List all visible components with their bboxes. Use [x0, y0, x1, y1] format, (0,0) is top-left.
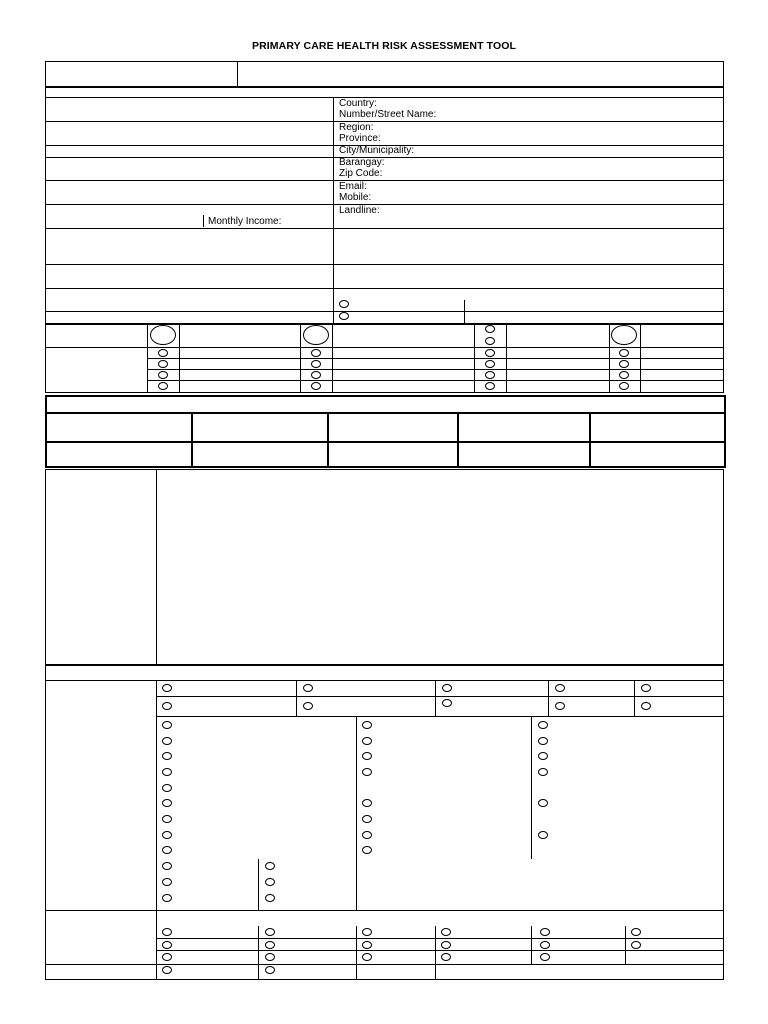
radio-option[interactable] — [162, 831, 172, 839]
radio-option[interactable] — [158, 349, 168, 357]
radio-option-large[interactable] — [303, 325, 329, 345]
radio-option[interactable] — [362, 941, 372, 949]
checklist-block — [45, 665, 724, 980]
street-label: Number/Street Name: — [339, 109, 437, 120]
radio-option[interactable] — [311, 382, 321, 390]
region-label: Region: — [339, 122, 374, 133]
radio-option[interactable] — [162, 878, 172, 886]
radio-option[interactable] — [538, 799, 548, 807]
column-line — [531, 926, 532, 964]
row-line — [147, 380, 724, 381]
header-divider — [237, 61, 238, 87]
column-line — [327, 412, 329, 468]
radio-option[interactable] — [362, 928, 372, 936]
email-label: Email: — [339, 181, 367, 192]
radio-option[interactable] — [162, 894, 172, 902]
column-line — [258, 926, 259, 980]
radio-option[interactable] — [362, 815, 372, 823]
radio-option[interactable] — [162, 684, 172, 692]
radio-option[interactable] — [162, 784, 172, 792]
row-line — [45, 204, 724, 205]
radio-option[interactable] — [158, 360, 168, 368]
radio-option[interactable] — [311, 349, 321, 357]
column-line — [457, 412, 459, 468]
column-line — [634, 680, 635, 716]
radio-option[interactable] — [641, 684, 651, 692]
radio-option[interactable] — [162, 799, 172, 807]
radio-option[interactable] — [485, 382, 495, 390]
radio-option[interactable] — [362, 953, 372, 961]
radio-option[interactable] — [265, 878, 275, 886]
radio-option[interactable] — [540, 941, 550, 949]
radio-option[interactable] — [303, 684, 313, 692]
zip-label: Zip Code: — [339, 168, 383, 179]
radio-option-large[interactable] — [150, 325, 176, 345]
radio-option[interactable] — [162, 721, 172, 729]
radio-option[interactable] — [162, 768, 172, 776]
radio-option[interactable] — [162, 702, 172, 710]
column-line — [332, 324, 333, 393]
radio-option[interactable] — [538, 831, 548, 839]
radio-option[interactable] — [339, 312, 349, 320]
row-line — [156, 938, 724, 939]
column-line — [296, 680, 297, 716]
column-line — [356, 926, 357, 980]
radio-option[interactable] — [441, 953, 451, 961]
row-line — [45, 97, 724, 98]
radio-option[interactable] — [619, 371, 629, 379]
column-line — [548, 680, 549, 716]
radio-option[interactable] — [538, 737, 548, 745]
radio-option[interactable] — [619, 382, 629, 390]
radio-option[interactable] — [158, 382, 168, 390]
barangay-label: Barangay: — [339, 157, 385, 168]
row-line — [147, 369, 724, 370]
radio-option[interactable] — [442, 699, 452, 707]
column-divider — [464, 300, 465, 323]
column-line — [156, 680, 157, 980]
radio-option[interactable] — [158, 371, 168, 379]
monthly-income-label: Monthly Income: — [208, 216, 282, 227]
column-line — [474, 324, 475, 393]
row-line — [45, 121, 724, 122]
row-line — [156, 716, 724, 717]
radio-option[interactable] — [485, 360, 495, 368]
row-line — [147, 358, 724, 359]
radio-option[interactable] — [162, 846, 172, 854]
radio-option[interactable] — [485, 325, 495, 333]
radio-option[interactable] — [362, 721, 372, 729]
radio-option[interactable] — [265, 862, 275, 870]
column-line — [589, 412, 591, 468]
column-line — [609, 324, 610, 393]
radio-option[interactable] — [265, 953, 275, 961]
radio-option[interactable] — [339, 300, 349, 308]
radio-option[interactable] — [555, 684, 565, 692]
radio-option[interactable] — [265, 966, 275, 974]
radio-option[interactable] — [538, 721, 548, 729]
radio-option[interactable] — [485, 371, 495, 379]
column-line — [625, 926, 626, 964]
radio-option[interactable] — [619, 360, 629, 368]
radio-option[interactable] — [311, 360, 321, 368]
radio-option[interactable] — [162, 941, 172, 949]
header-name-row — [45, 61, 724, 87]
column-line — [258, 859, 259, 910]
column-line — [435, 926, 436, 980]
vitals-table — [45, 395, 726, 468]
radio-option[interactable] — [631, 941, 641, 949]
row-line — [45, 910, 724, 911]
radio-option[interactable] — [162, 737, 172, 745]
column-divider — [333, 97, 334, 324]
row-line — [45, 288, 724, 289]
radio-option[interactable] — [619, 349, 629, 357]
column-line — [640, 324, 641, 393]
row-line — [45, 412, 726, 414]
column-line — [435, 680, 436, 716]
radio-option[interactable] — [362, 752, 372, 760]
column-line — [191, 412, 193, 468]
radio-option[interactable] — [362, 846, 372, 854]
radio-option-large[interactable] — [611, 325, 637, 345]
row-line — [45, 180, 724, 181]
radio-option[interactable] — [540, 928, 550, 936]
column-line — [356, 716, 357, 910]
radio-option[interactable] — [362, 831, 372, 839]
row-line — [156, 950, 724, 951]
radio-option[interactable] — [265, 894, 275, 902]
radio-option[interactable] — [162, 862, 172, 870]
column-line — [300, 324, 301, 393]
radio-option[interactable] — [311, 371, 321, 379]
radio-option[interactable] — [441, 941, 451, 949]
radio-option[interactable] — [485, 337, 495, 345]
radio-option[interactable] — [265, 941, 275, 949]
column-line — [156, 469, 157, 665]
radio-option[interactable] — [303, 702, 313, 710]
radio-option[interactable] — [442, 684, 452, 692]
column-line — [506, 324, 507, 393]
radio-option[interactable] — [162, 752, 172, 760]
column-line — [147, 324, 148, 393]
form-title: PRIMARY CARE HEALTH RISK ASSESSMENT TOOL — [252, 40, 516, 52]
radio-option[interactable] — [631, 928, 641, 936]
row-line — [45, 311, 724, 312]
radio-option[interactable] — [555, 702, 565, 710]
radio-option[interactable] — [641, 702, 651, 710]
radio-option[interactable] — [441, 928, 451, 936]
mobile-label: Mobile: — [339, 192, 372, 203]
radio-option[interactable] — [362, 768, 372, 776]
landline-label: Landline: — [339, 205, 380, 216]
radio-option[interactable] — [162, 928, 172, 936]
city-label: City/Municipality: — [339, 145, 415, 156]
column-line — [179, 324, 180, 393]
province-label: Province: — [339, 133, 381, 144]
row-line — [45, 680, 724, 681]
row-line — [156, 696, 724, 697]
radio-option[interactable] — [538, 752, 548, 760]
radio-option[interactable] — [540, 953, 550, 961]
radio-option[interactable] — [362, 737, 372, 745]
income-divider — [203, 215, 204, 227]
radio-option[interactable] — [162, 966, 172, 974]
row-line — [45, 964, 724, 965]
column-line — [531, 716, 532, 859]
radio-option[interactable] — [485, 349, 495, 357]
history-block — [45, 469, 724, 665]
radio-option[interactable] — [538, 768, 548, 776]
row-line — [45, 441, 726, 443]
country-label: Country: — [339, 98, 377, 109]
radio-option[interactable] — [162, 815, 172, 823]
row-line — [45, 264, 724, 265]
radio-option[interactable] — [162, 953, 172, 961]
radio-option[interactable] — [265, 928, 275, 936]
radio-option[interactable] — [362, 799, 372, 807]
row-line — [45, 228, 724, 229]
